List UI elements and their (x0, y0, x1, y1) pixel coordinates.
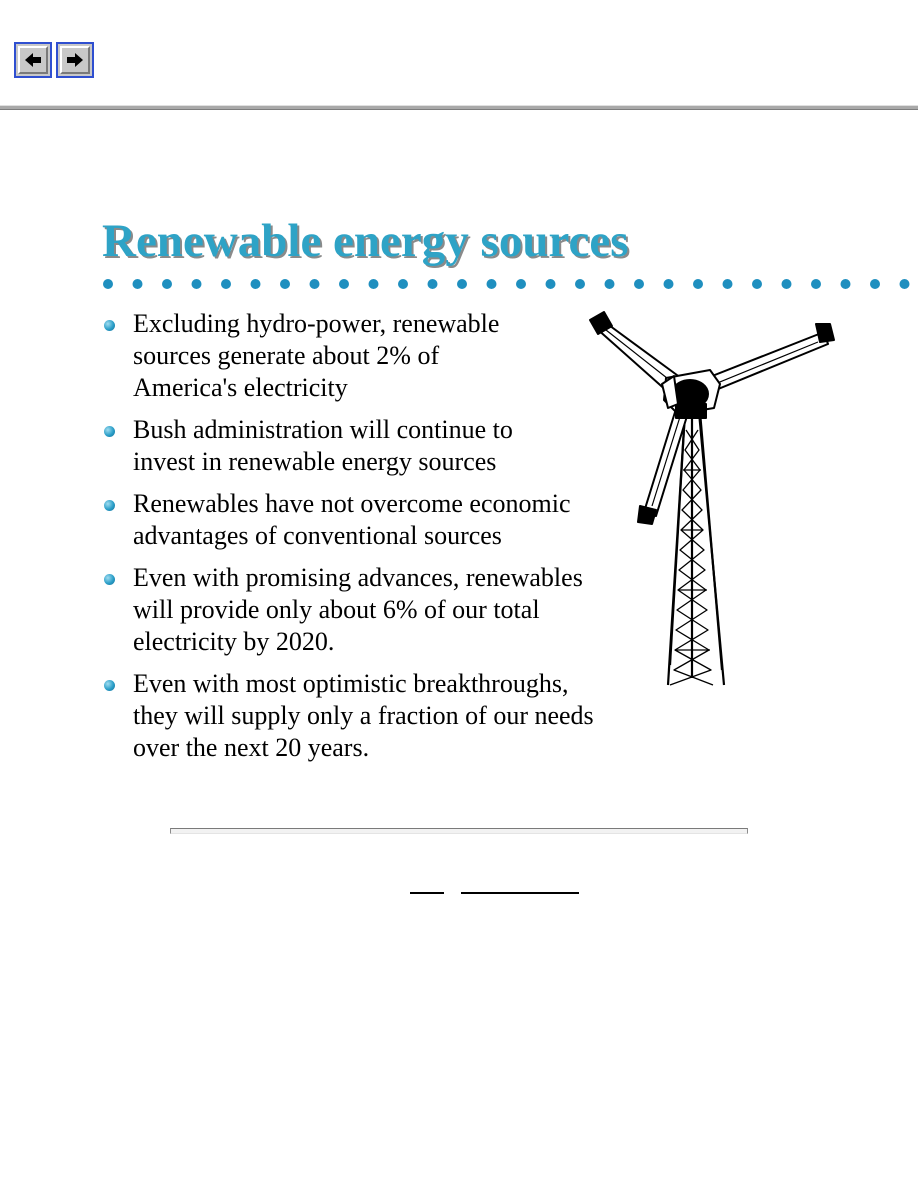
dot-icon (782, 279, 792, 289)
dot-icon (723, 279, 733, 289)
dot-icon (752, 279, 762, 289)
dot-icon (605, 279, 615, 289)
dot-icon (162, 279, 172, 289)
dot-icon (634, 279, 644, 289)
bullet-dot-icon (104, 426, 115, 437)
dot-icon (221, 279, 231, 289)
bullet-dot-icon (104, 320, 115, 331)
dot-icon (251, 279, 261, 289)
dot-icon (811, 279, 821, 289)
dot-icon (280, 279, 290, 289)
bullet-line: over the next 20 years. (133, 733, 370, 762)
bullet-line: Bush administration will continue to (133, 415, 513, 444)
footer-divider (170, 828, 748, 834)
dot-icon (339, 279, 349, 289)
next-slide-button[interactable] (56, 42, 94, 78)
dot-icon (398, 279, 408, 289)
footer-link-short[interactable] (410, 877, 444, 894)
arrow-right-icon (66, 52, 84, 68)
bullet-dot-icon (104, 574, 115, 585)
dot-icon (369, 279, 379, 289)
dot-icon (516, 279, 526, 289)
bullet-line: invest in renewable energy sources (133, 447, 497, 476)
bullet-line: electricity by 2020. (133, 627, 335, 656)
dot-icon (457, 279, 467, 289)
dot-icon (546, 279, 556, 289)
dot-icon (103, 279, 113, 289)
bullet-line: sources generate about 2% of (133, 341, 440, 370)
bullet-line: America's electricity (133, 373, 348, 402)
bullet-line: Renewables have not overcome economic (133, 489, 571, 518)
header-divider (0, 105, 918, 110)
title-dotted-underline (102, 276, 918, 292)
wind-turbine-illustration (582, 300, 842, 695)
bullet-line: they will supply only a fraction of our needs (133, 701, 594, 730)
dot-icon (870, 279, 880, 289)
dot-icon (841, 279, 851, 289)
bullet-line: Excluding hydro-power, renewable (133, 309, 500, 338)
dot-icon (693, 279, 703, 289)
dot-icon (133, 279, 143, 289)
dot-icon (900, 279, 910, 289)
bullet-line: Even with promising advances, renewables (133, 563, 583, 592)
previous-slide-button[interactable] (14, 42, 52, 78)
footer-link-long[interactable] (461, 877, 579, 894)
bullet-dot-icon (104, 500, 115, 511)
bullet-line: will provide only about 6% of our total (133, 595, 540, 624)
dot-icon (310, 279, 320, 289)
slide-navigation (14, 42, 94, 78)
dot-icon (428, 279, 438, 289)
slide-title: Renewable energy sources (102, 215, 629, 267)
arrow-left-icon (24, 52, 42, 68)
bullet-line: Even with most optimistic breakthroughs, (133, 669, 569, 698)
bullet-line: advantages of conventional sources (133, 521, 502, 550)
dot-icon (192, 279, 202, 289)
dot-icon (575, 279, 585, 289)
dot-icon (487, 279, 497, 289)
dot-icon (664, 279, 674, 289)
bullet-dot-icon (104, 680, 115, 691)
